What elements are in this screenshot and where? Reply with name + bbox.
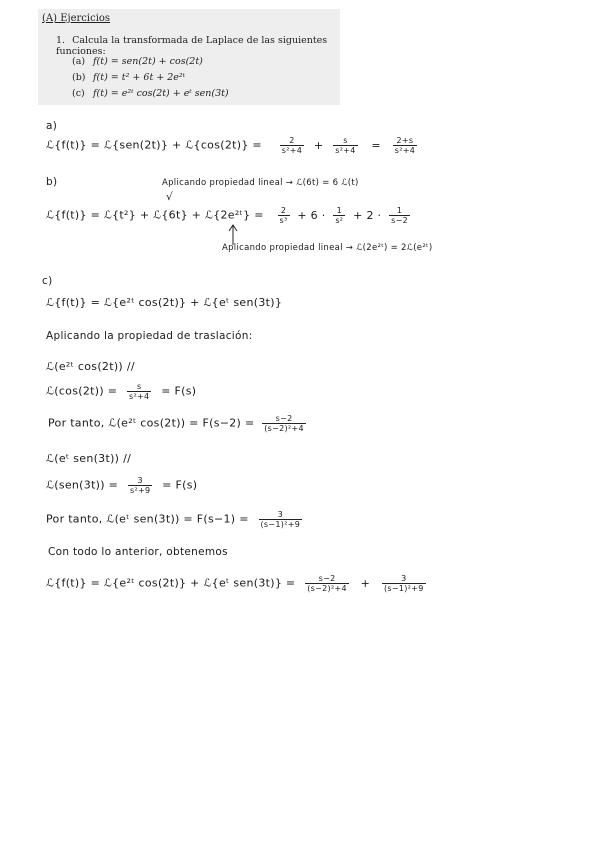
final-equation: ℒ{f(t)} = ℒ{e²ᵗ cos(2t)} + ℒ{eᵗ sen(3t)} = $\frac{s-2}{\text{(s−2)²+4}}$ + $\frac{3}{\text{(s−1)²+9}}$	[46, 574, 424, 593]
fraction: $\frac{1}{s-2}$	[391, 206, 409, 225]
printed-exercise-block	[38, 9, 340, 105]
item-a	[72, 56, 203, 67]
fraction: $\frac{3}{\text{s²+9}}$	[129, 476, 151, 495]
question-prompt: Calcula la transformada de Laplace de las siguientes funciones:	[56, 35, 328, 57]
fraction: $\frac{2}{\text{s³}}$	[279, 206, 288, 225]
fraction: $\frac{3}{\text{(s−1)²+9}}$	[260, 510, 301, 529]
fraction: $\frac{s-2}{\text{(s−2)²+4}}$	[264, 414, 304, 433]
fraction: $\frac{2}{\text{s²+4}}$	[281, 136, 303, 155]
item-c	[72, 88, 229, 99]
fraction: $\frac{s}{\text{s²+4}}$	[129, 382, 150, 401]
equation-lhs: ℒ{f(t)} = ℒ{t²} + ℒ{6t} + ℒ{2e²ᵗ} =	[46, 208, 264, 222]
c1-result: Por tanto, ℒ(e²ᵗ cos(2t)) = F(s−2) = $\frac{s-2}{\text{(s−2)²+4}}$	[48, 414, 304, 433]
answer-b-equation: ℒ{f(t)} = ℒ{t²} + ℒ{6t} + ℒ{2e²ᵗ} = $\frac{2}{\text{s³}}$ + 6 · $\frac{1}{\text{s²}}$ + 2 · $\frac{1}{s-2}$	[46, 206, 409, 225]
fraction: $\frac{s-2}{\text{(s−2)²+4}}$	[307, 574, 347, 593]
b-note-linear-top: Aplicando propiedad lineal → ℒ(6t) = 6 ℒ(t)	[162, 178, 359, 188]
check-mark: √	[166, 191, 173, 203]
fraction: $\frac{1}{\text{s²}}$	[335, 206, 344, 225]
equation-lhs: ℒ{f(t)} = ℒ{sen(2t)} + ℒ{cos(2t)} =	[46, 138, 262, 152]
c2-result: Por tanto, ℒ(eᵗ sen(3t)) = F(s−1) = $\frac{3}{\text{(s−1)²+9}}$	[46, 510, 301, 529]
answer-b-label: b)	[46, 176, 58, 188]
item-label: (a)	[72, 56, 86, 67]
question-number: 1.	[56, 35, 66, 46]
item-expression: f(t) = e²ᵗ cos(2t) + eᵗ sen(3t)	[93, 88, 229, 99]
item-label: (c)	[72, 88, 85, 99]
answer-c-equation: ℒ{f(t)} = ℒ{e²ᵗ cos(2t)} + ℒ{eᵗ sen(3t)}	[46, 296, 283, 309]
answer-a-equation: ℒ{f(t)} = ℒ{sen(2t)} + ℒ{cos(2t)} = $\frac{2}{\text{s²+4}}$ + $\frac{s}{\text{s²+4}}$ = $\frac{2+s}{\text{s²+4}}$	[46, 136, 416, 155]
c2-equation: ℒ(sen(3t)) = $\frac{3}{\text{s²+9}}$ = F(s)	[46, 476, 198, 495]
b-note-linear-bottom: Aplicando propiedad lineal → ℒ(2e²ᵗ) = 2ℒ(e²ᵗ)	[222, 243, 433, 253]
fraction: $\frac{2+s}{\text{s²+4}}$	[394, 136, 416, 155]
item-b	[72, 72, 185, 83]
fraction: $\frac{s}{\text{s²+4}}$	[335, 136, 356, 155]
translation-note: Aplicando la propiedad de traslación:	[46, 330, 253, 342]
fraction: $\frac{3}{\text{(s−1)²+9}}$	[384, 574, 424, 593]
conclusion-note: Con todo lo anterior, obtenemos	[48, 546, 228, 558]
item-expression: f(t) = t² + 6t + 2e²ᵗ	[93, 72, 186, 83]
c2-heading: ℒ(eᵗ sen(3t)) //	[46, 452, 132, 465]
c1-heading: ℒ(e²ᵗ cos(2t)) //	[46, 360, 135, 373]
answer-a-label: a)	[46, 120, 58, 132]
section-heading: (A) Ejercicios	[42, 13, 111, 24]
answer-c-label: c)	[42, 275, 53, 287]
item-expression: f(t) = sen(2t) + cos(2t)	[93, 56, 203, 67]
question-1	[56, 35, 340, 57]
item-label: (b)	[72, 72, 86, 83]
c1-equation: ℒ(cos(2t)) = $\frac{s}{\text{s²+4}}$ = F(s)	[46, 382, 197, 401]
